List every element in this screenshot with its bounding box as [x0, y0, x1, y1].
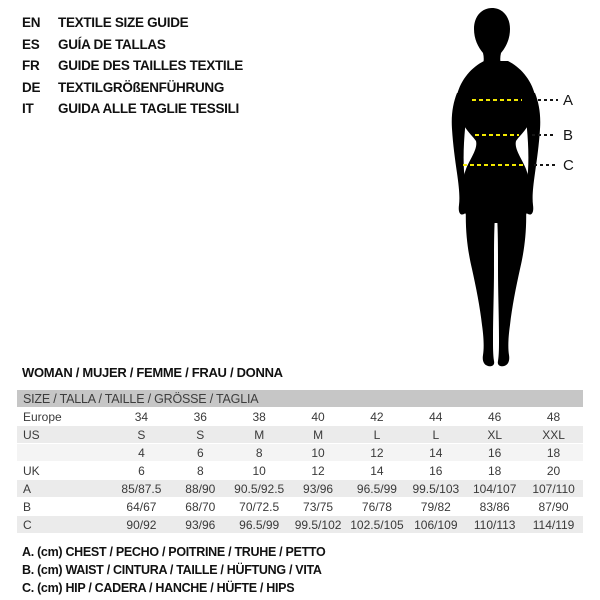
hip-measure-line — [463, 164, 524, 166]
size-cell: 6 — [112, 462, 171, 480]
size-cell: 90.5/92.5 — [230, 480, 289, 498]
waist-leader-line — [532, 134, 554, 136]
language-code: FR — [22, 58, 40, 74]
size-cell: 88/90 — [171, 480, 230, 498]
size-cell: XXL — [524, 426, 583, 444]
table-row — [17, 480, 583, 498]
size-cell: 99.5/103 — [406, 480, 465, 498]
section-title: WOMAN / MUJER / FEMME / FRAU / DONNA — [22, 365, 283, 380]
size-cell: 44 — [406, 408, 465, 426]
size-cell: 14 — [406, 444, 465, 462]
table-row — [17, 498, 583, 516]
size-cell: M — [230, 426, 289, 444]
size-cell: 93/96 — [171, 516, 230, 534]
size-cell: S — [112, 426, 171, 444]
marker-label-a: A — [563, 92, 574, 109]
row-label: Europe — [17, 408, 112, 426]
size-cell: 6 — [171, 444, 230, 462]
size-cell: 93/96 — [289, 480, 348, 498]
woman-silhouette — [450, 7, 542, 369]
size-cell: 106/109 — [406, 516, 465, 534]
size-table-body — [17, 390, 583, 534]
size-cell: 70/72.5 — [230, 498, 289, 516]
size-cell: L — [348, 426, 407, 444]
size-cell: 16 — [465, 444, 524, 462]
size-cell: S — [171, 426, 230, 444]
language-label: TEXTILGRÖßENFÜHRUNG — [58, 79, 225, 95]
row-label: UK — [17, 462, 112, 480]
size-cell: 76/78 — [348, 498, 407, 516]
size-cell: 38 — [230, 408, 289, 426]
size-cell: 4 — [112, 444, 171, 462]
size-cell: 68/70 — [171, 498, 230, 516]
size-cell: 96.5/99 — [230, 516, 289, 534]
measurement-legend — [22, 543, 325, 597]
size-cell: 16 — [406, 462, 465, 480]
size-cell: 14 — [348, 462, 407, 480]
row-label: C — [17, 516, 112, 534]
size-cell: 104/107 — [465, 480, 524, 498]
size-cell: 46 — [465, 408, 524, 426]
language-code: ES — [22, 36, 40, 52]
size-cell: 34 — [112, 408, 171, 426]
size-cell: 42 — [348, 408, 407, 426]
row-label: US — [17, 426, 112, 444]
table-row — [17, 462, 583, 480]
size-cell: 99.5/102 — [289, 516, 348, 534]
size-table — [17, 390, 583, 534]
table-row — [17, 426, 583, 444]
table-row — [17, 408, 583, 426]
size-cell: 90/92 — [112, 516, 171, 534]
language-label: GUÍA DE TALLAS — [58, 36, 166, 52]
size-cell: 36 — [171, 408, 230, 426]
row-label — [17, 444, 112, 462]
legend-line: A. (cm) CHEST / PECHO / POITRINE / TRUHE / PETTO — [22, 545, 326, 559]
size-cell: 79/82 — [406, 498, 465, 516]
size-cell: 85/87.5 — [112, 480, 171, 498]
table-row — [17, 444, 583, 462]
table-row — [17, 516, 583, 534]
language-label: GUIDA ALLE TAGLIE TESSILI — [58, 101, 239, 117]
size-cell: 73/75 — [289, 498, 348, 516]
row-label: B — [17, 498, 112, 516]
row-label: A — [17, 480, 112, 498]
language-label: GUIDE DES TAILLES TEXTILE — [58, 58, 244, 74]
hip-leader-line — [534, 164, 557, 166]
size-cell: 107/110 — [524, 480, 583, 498]
size-cell: 10 — [289, 444, 348, 462]
size-cell: 40 — [289, 408, 348, 426]
size-cell: M — [289, 426, 348, 444]
size-cell: 48 — [524, 408, 583, 426]
language-label: TEXTILE SIZE GUIDE — [58, 15, 189, 30]
size-cell: 18 — [465, 462, 524, 480]
table-header-label: SIZE / TALLA / TAILLE / GRÖSSE / TAGLIA — [17, 390, 583, 408]
size-cell: 18 — [524, 444, 583, 462]
size-cell: L — [406, 426, 465, 444]
marker-label-c: C — [563, 157, 574, 174]
size-cell: 12 — [348, 444, 407, 462]
marker-label-b: B — [563, 127, 574, 144]
size-cell: 10 — [230, 462, 289, 480]
table-header-row — [17, 390, 583, 408]
size-cell: 110/113 — [465, 516, 524, 534]
legend-line: C. (cm) HIP / CADERA / HANCHE / HÜFTE / HIPS — [22, 581, 295, 595]
chest-measure-line — [472, 99, 522, 101]
language-code: EN — [22, 15, 41, 30]
language-code: DE — [22, 79, 41, 95]
size-cell: 8 — [171, 462, 230, 480]
size-cell: XL — [465, 426, 524, 444]
size-cell: 87/90 — [524, 498, 583, 516]
size-cell: 64/67 — [112, 498, 171, 516]
size-cell: 12 — [289, 462, 348, 480]
size-cell: 96.5/99 — [348, 480, 407, 498]
size-cell: 83/86 — [465, 498, 524, 516]
waist-measure-line — [475, 134, 519, 136]
size-cell: 20 — [524, 462, 583, 480]
size-cell: 114/119 — [524, 516, 583, 534]
chest-leader-line — [538, 99, 558, 101]
legend-line: B. (cm) WAIST / CINTURA / TAILLE / HÜFTUNG / VITA — [22, 563, 322, 577]
language-code: IT — [22, 101, 34, 117]
size-cell: 102.5/105 — [348, 516, 407, 534]
size-cell: 8 — [230, 444, 289, 462]
